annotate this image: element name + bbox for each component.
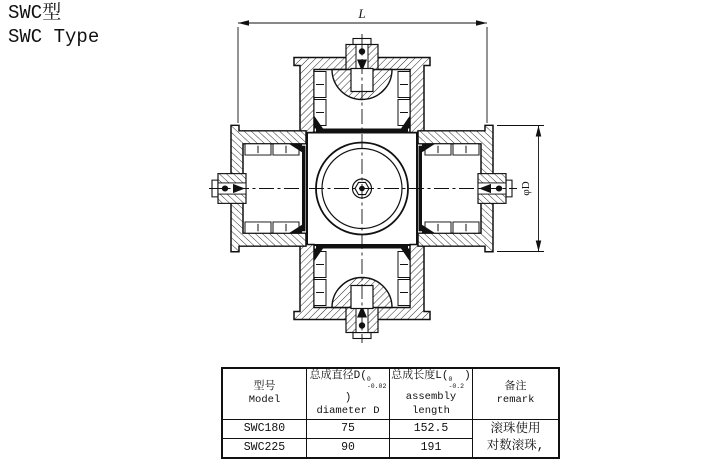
length-cell: 152.5 <box>390 419 473 438</box>
col-remark-header <box>473 368 560 419</box>
length-cell: 191 <box>390 438 473 458</box>
spec-table <box>221 367 560 459</box>
arrowhead-top <box>536 126 542 137</box>
header-remark-cn: 备注 <box>504 380 527 393</box>
page-title-en: SWC Type <box>8 25 100 48</box>
header-diameter-en: diameter D <box>316 404 380 417</box>
col-diameter-header <box>307 368 390 419</box>
diameter-cell: 90 <box>307 438 390 458</box>
remark-line: 对数滚珠, <box>486 439 545 454</box>
table-header-row <box>222 368 559 419</box>
dim-diameter-label: φD <box>520 181 532 196</box>
col-length-header <box>390 368 473 419</box>
header-length-en: assembly length <box>405 390 457 417</box>
col-model-header <box>222 368 307 419</box>
diameter-cell: 75 <box>307 419 390 438</box>
table-row <box>222 419 559 438</box>
page-title-cn: SWC型 <box>8 2 62 24</box>
diameter-tolerance: 0 -0.02 <box>366 376 387 390</box>
arrowhead-left <box>238 20 249 26</box>
header-model-en: Model <box>248 394 281 407</box>
arrowhead-right <box>476 20 487 26</box>
model-cell: SWC225 <box>222 438 307 458</box>
dim-length-label: L <box>358 6 366 21</box>
header-model-cn: 型号 <box>253 380 276 393</box>
header-length-cn: 总成长度L( 0 -0.2 ) <box>391 370 471 391</box>
model-cell: SWC180 <box>222 419 307 438</box>
arrowhead-bottom <box>536 241 542 252</box>
header-diameter-cn: 总成直径D( 0 -0.02 ) <box>309 370 387 404</box>
remark-cell <box>473 419 560 458</box>
header-remark-en: remark <box>496 394 535 407</box>
length-tolerance: 0 -0.2 <box>448 376 465 391</box>
remark-line: 滚珠使用 <box>490 421 541 436</box>
